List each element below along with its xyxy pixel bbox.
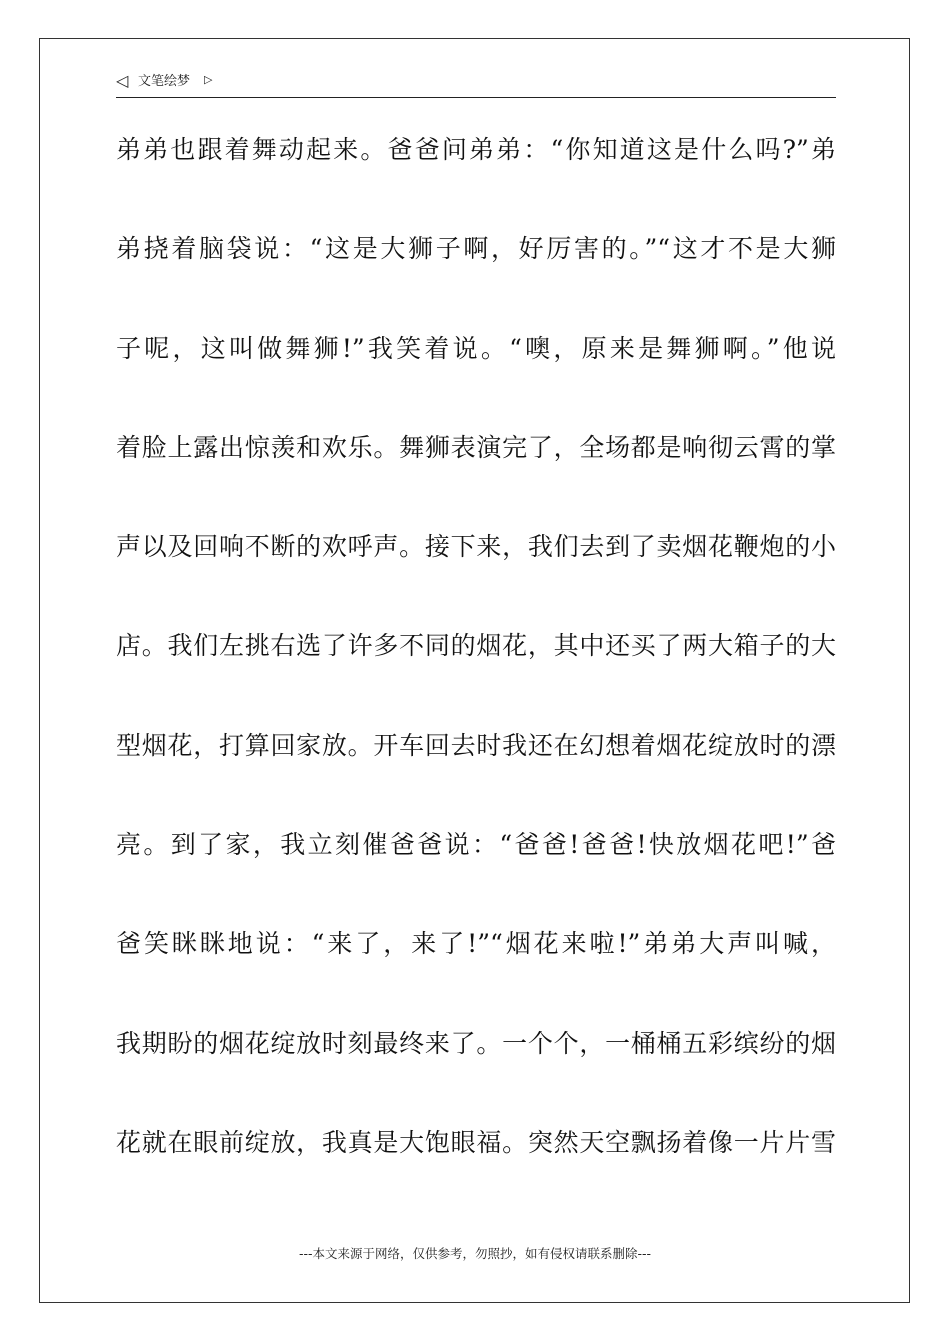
text-line: 我期盼的烟花绽放时刻最终来了。一个个，一桶桶五彩缤纷的烟	[116, 1028, 836, 1058]
text-line: 声以及回响不断的欢呼声。接下来，我们去到了卖烟花鞭炮的小	[116, 532, 836, 562]
triangle-left-icon: ◁	[116, 71, 129, 90]
text-line: 店。我们左挑右选了许多不同的烟花，其中还买了两大箱子的大	[116, 631, 836, 661]
text-line: 花就在眼前绽放，我真是大饱眼福。突然天空飘扬着像一片片雪	[116, 1127, 836, 1157]
text-line: 弟挠着脑袋说：“这是大狮子啊，好厉害的。”“这才不是大狮	[116, 234, 836, 264]
triangle-right-icon: ▷	[204, 73, 213, 86]
text-line: 弟弟也跟着舞动起来。爸爸问弟弟：“你知道这是什么吗?”弟	[116, 135, 836, 164]
page-header	[116, 70, 836, 98]
text-line: 子呢，这叫做舞狮!”我笑着说。“噢，原来是舞狮啊。”他说	[116, 333, 836, 363]
header-title: 文笔绘梦	[138, 74, 191, 89]
footer-disclaimer: ---本文来源于网络，仅供参考，勿照抄，如有侵权请联系删除---	[298, 1246, 652, 1261]
text-line: 亮。到了家，我立刻催爸爸说：“爸爸!爸爸!快放烟花吧!”爸	[116, 830, 836, 860]
text-line: 型烟花，打算回家放。开车回去时我还在幻想着烟花绽放时的漂	[116, 730, 836, 760]
body-text	[116, 128, 840, 1220]
text-line: 着脸上露出惊羡和欢乐。舞狮表演完了，全场都是响彻云霄的掌	[116, 432, 836, 462]
text-line: 爸笑眯眯地说：“来了，来了!”“烟花来啦!”弟弟大声叫喊，	[116, 929, 836, 959]
